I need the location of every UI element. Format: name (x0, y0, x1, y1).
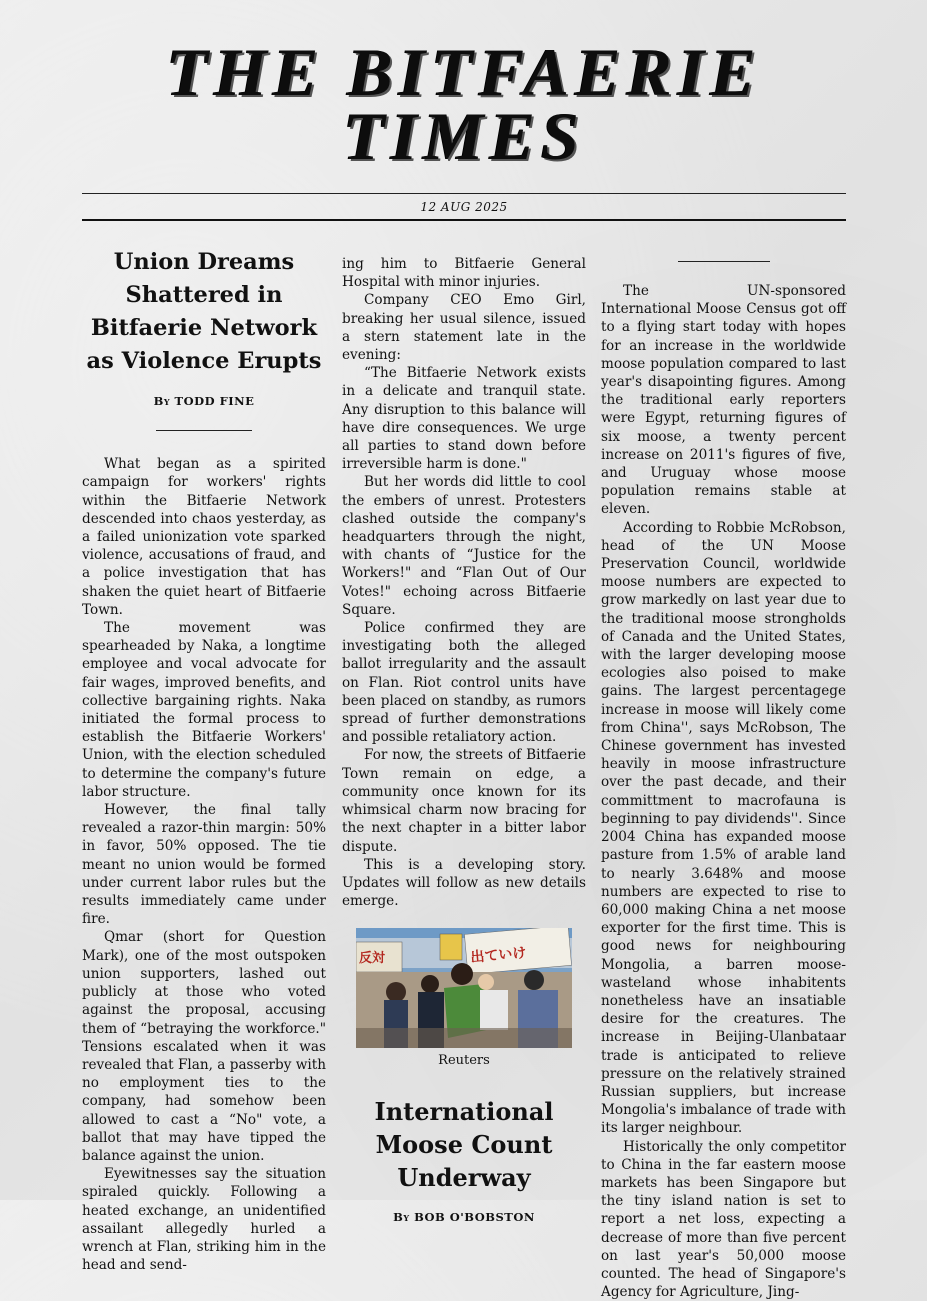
article1-quote: “The Bitfaerie Network exists in a delicate and tranquil state. Any disruption to this balance will have dire consequences. We urge all parties to stand down before irreversible harm is done." (342, 365, 586, 473)
photo-caption: Reuters (438, 1053, 490, 1069)
article1-byline-prefix: By (153, 394, 171, 408)
protest-illustration (356, 928, 572, 1048)
dateline: 12 AUG 2025 (420, 200, 508, 214)
article1-photo-figure (342, 928, 586, 1070)
masthead-title: THE BITFAERIE TIMES (166, 34, 762, 174)
masthead-rule-bottom (82, 219, 846, 221)
article1-byline (82, 392, 326, 410)
article2-byline-prefix: By (393, 1209, 410, 1224)
column-2 (342, 255, 586, 1226)
article1-paragraph: For now, the streets of Bitfaerie Town remain on edge, a community once known for its whimsical charm now bracing for the next chapter in a bitter labor dispute. (342, 747, 586, 855)
protest-sign-text: 反対 (359, 951, 386, 967)
protest-banner-text: 出ていけ (469, 945, 528, 967)
article1-paragraph: Eyewitnesses say the situation spiraled quickly. Following a heated exchange, an unidentified assailant allegedly hurled a wrench at Flan, striking him in the head and send- (82, 1166, 326, 1274)
article1-paragraph: Company CEO Emo Girl, breaking her usual silence, issued a stern statement late in the evening: (342, 292, 586, 364)
article2-paragraph: The UN-sponsored International Moose Census got off to a flying start today with hopes for an increase in the worldwide moose population compared to last year's disapointing figures. Among the traditional early reporters were Egypt, returning figures of six moose, a twenty percent increase on 2011's figures of five, and Uruguay whose moose population remains stable at eleven. (601, 283, 846, 518)
article1-byline-name: TODD FINE (174, 394, 255, 408)
article1-paragraph: What began as a spirited campaign for workers' rights within the Bitfaerie Network descended into chaos yesterday, as a failed unionization vote sparked violence, accusations of fraud, and a police investigation that has shaken the quiet heart of Bitfaerie Town. (82, 456, 326, 618)
article2-divider (678, 261, 770, 262)
article1-paragraph: However, the final tally revealed a razor-thin margin: 50% in favor, 50% opposed. The tie meant no union would be formed under current labor rules but the results immediately came under fire. (82, 802, 326, 928)
masthead-rule-top (82, 193, 846, 194)
article2-paragraph: Historically the only competitor to China in the far eastern moose markets has been Singapore but the tiny island nation is set to report a net loss, expecting a decrease of more than five percent on last year's 50,000 moose counted. The head of Singapore's Agency for Agriculture, Jing- (601, 1138, 846, 1301)
article2-headline: International Moose Count Underway (374, 1096, 554, 1192)
article1-continuation: ing him to Bitfaerie General Hospital with minor injuries. (342, 256, 586, 291)
article2-byline-name: BOB O'BOBSTON (414, 1209, 535, 1224)
article1-paragraph: Qmar (short for Question Mark), one of the most outspoken union supporters, lashed out publicly at those who voted against the proposal, accusing them of “betraying the workforce." Tensions escalated when it was revealed that Flan, a passerby with no employment ties to the company, had somehow been allowed to cast a “No" vote, a ballot that may have tipped the balance against the union. (82, 929, 326, 1164)
article1-divider (156, 430, 252, 431)
article1-paragraph: This is a developing story. Updates will follow as new details emerge. (342, 856, 586, 910)
article1-paragraph: But her words did little to cool the embers of unrest. Protesters clashed outside the company's headquarters through the night, with chants of “Justice for the Workers!" and “Flan Out of Our Votes!" echoing across Bitfaerie Square. (342, 474, 586, 618)
protest-photo (356, 928, 572, 1048)
article1-paragraph: Police confirmed they are investigating both the alleged ballot irregularity and the assault on Flan. Riot control units have been placed on standby, as rumors spread of further demonstrations and possible retaliatory action. (342, 620, 586, 746)
article1-headline: Union Dreams Shattered in Bitfaerie Network as Violence Erupts (86, 249, 322, 374)
column-1 (82, 240, 326, 1274)
article2-paragraph: According to Robbie McRobson, head of the UN Moose Preservation Council, worldwide moose numbers are expected to grow markedly on last year due to the traditional moose strongholds of Canada and the United States, with the larger developing moose ecologies also poised to make gains. The largest percentagege increase in moose will likely come from China'', says McRobson, The Chinese government has invested heavily in moose infrastructure over the past decade, and their committment to macrofauna is beginning to pay dividends''. Since 2004 China has expanded moose pasture from 1.5% of arable land to nearly 3.648% and moose numbers are expected to rise to 60,000 making China a net moose exporter for the first time. This is good news for neighbouring Mongolia, a barren moose-wasteland whose inhabitents nonetheless have an insatiable desire for the creatures. The increase in Beijing-Ulanbataar trade is anticipated to relieve pressure on the relatively strained Russian suppliers, but increase Mongolia's imbalance of trade with its larger neighbour. (601, 519, 846, 1137)
column-3 (601, 255, 846, 1301)
article1-paragraph: The movement was spearheaded by Naka, a longtime employee and vocal advocate for fair wages, improved benefits, and collective bargaining rights. Naka initiated the formal process to establish the Bitfaerie Workers' Union, with the election scheduled to determine the company's future labor structure. (82, 620, 326, 800)
article2-byline (342, 1208, 586, 1226)
